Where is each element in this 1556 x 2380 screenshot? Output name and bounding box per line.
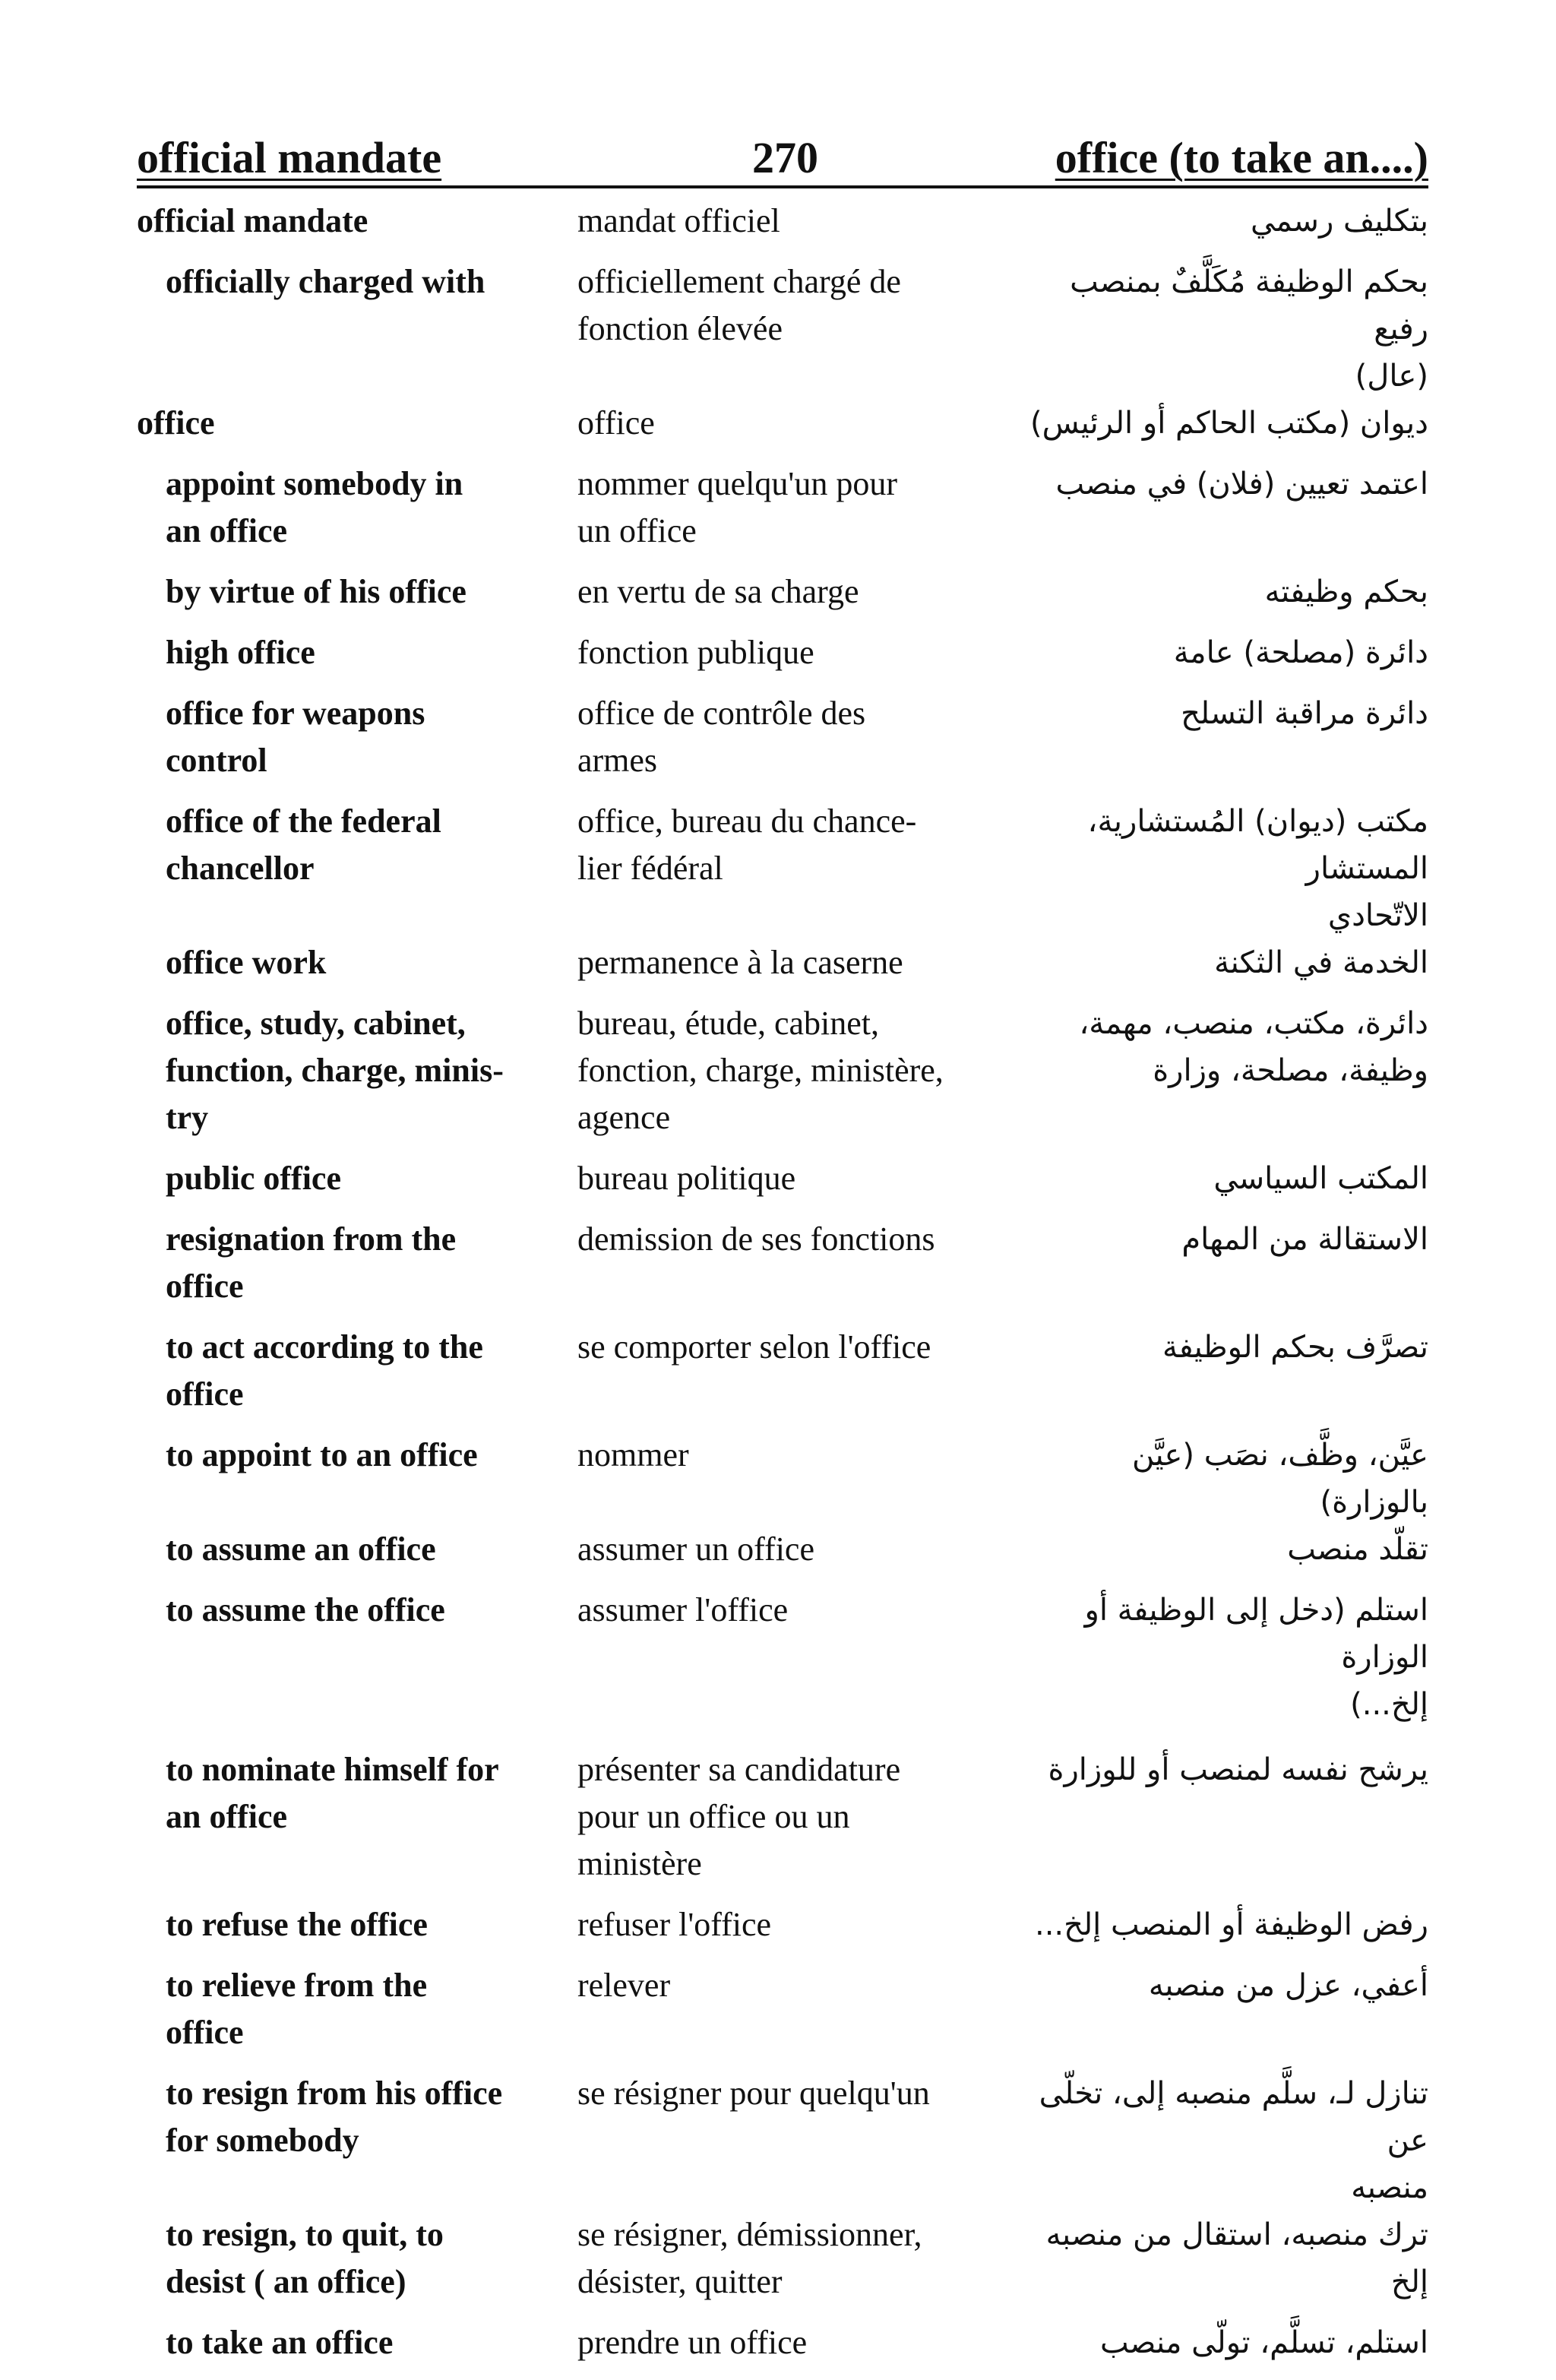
arabic-translation (1026, 2319, 1428, 2366)
sub-entry (137, 1587, 1428, 1728)
arabic-translation (1026, 2211, 1428, 2306)
arabic-translation (1026, 1324, 1428, 1371)
english-term (137, 1526, 577, 1573)
arabic-translation-text: دائرة، مكتب، منصب، مهمة، وظيفة، مصلحة، وزارة (1079, 1006, 1428, 1088)
english-term (137, 2070, 577, 2164)
french-translation (577, 1901, 1026, 1948)
french-translation-text: relever (577, 1967, 671, 2004)
arabic-translation-text: تنازل لـ، سلَّم منصبه إلى، تخلّى عن منصبه (1039, 2076, 1428, 2205)
french-translation-text: se résigner, démissionner, désister, quitter (577, 2216, 922, 2300)
english-term-text: to relieve from the office (166, 1967, 428, 2051)
english-term (137, 460, 577, 555)
english-term-text: to take an office (166, 2324, 394, 2361)
english-term (137, 2211, 577, 2306)
french-translation (577, 1962, 1026, 2009)
arabic-translation (1026, 1962, 1428, 2009)
arabic-translation (1026, 568, 1428, 616)
french-translation (577, 629, 1026, 676)
english-term (137, 1324, 577, 1418)
english-term (137, 1587, 577, 1634)
arabic-translation-text: المكتب السياسي (1213, 1161, 1428, 1196)
english-term (137, 2319, 577, 2366)
arabic-translation (1026, 1432, 1428, 1526)
arabic-translation (1026, 1000, 1428, 1094)
english-term-text: to act according to the office (166, 1328, 483, 1413)
arabic-translation-text: ديوان (مكتب الحاكم أو الرئيس) (1029, 406, 1428, 441)
sub-entry (137, 939, 1428, 1000)
arabic-translation (1026, 198, 1428, 245)
sub-entry (137, 460, 1428, 568)
english-term-text: office, study, cabinet, function, charge, minis- try (166, 1005, 504, 1136)
french-translation-text: nommer quelqu'un pour un office (577, 465, 897, 549)
english-term (137, 1746, 577, 1840)
arabic-translation-text: ترك منصبه، استقال من منصبه إلخ (1045, 2217, 1428, 2299)
french-translation (577, 1587, 1026, 1634)
sub-entry (137, 690, 1428, 798)
headword-entry (137, 400, 1428, 460)
english-term (137, 939, 577, 986)
english-term-text: appoint somebody in an office (166, 465, 463, 549)
arabic-translation (1026, 1746, 1428, 1793)
english-term (137, 1432, 577, 1479)
sub-entry (137, 258, 1428, 400)
french-translation-text: refuser l'office (577, 1906, 772, 1943)
english-term (137, 1155, 577, 1202)
arabic-translation (1026, 400, 1428, 447)
arabic-translation-text: الخدمة في الثكنة (1214, 945, 1428, 980)
arabic-translation (1026, 1155, 1428, 1202)
sub-entry (137, 1432, 1428, 1526)
sub-entry (137, 2070, 1428, 2211)
french-translation-text: en vertu de sa charge (577, 573, 859, 610)
sub-entry (137, 1962, 1428, 2070)
english-term-text: resignation from the office (166, 1220, 457, 1305)
entry-list (137, 198, 1428, 2380)
french-translation (577, 2211, 1026, 2306)
arabic-translation-text: بحكم وظيفته (1264, 574, 1428, 609)
french-translation-text: fonction publique (577, 634, 814, 671)
arabic-translation-text: تصرَّف بحكم الوظيفة (1162, 1330, 1428, 1365)
running-head (137, 129, 1428, 188)
french-translation-text: assumer un office (577, 1530, 814, 1568)
arabic-translation (1026, 258, 1428, 400)
french-translation-text: mandat officiel (577, 202, 780, 239)
english-term (137, 198, 577, 245)
arabic-translation (1026, 1526, 1428, 1573)
french-translation-text: assumer l'office (577, 1591, 789, 1628)
english-term (137, 629, 577, 676)
arabic-translation-text: مكتب (ديوان) المُستشارية، المستشار الاتّحادي (1087, 804, 1428, 933)
french-translation (577, 1155, 1026, 1202)
sub-entry (137, 2319, 1428, 2380)
french-translation (577, 690, 1026, 784)
arabic-translation-text: بتكليف رسمي (1250, 204, 1428, 239)
arabic-translation (1026, 690, 1428, 737)
arabic-translation-text: اعتمد تعيين (فلان) في منصب (1055, 467, 1428, 502)
french-translation-text: office (577, 404, 655, 442)
english-term (137, 400, 577, 447)
english-term-text: public office (166, 1160, 341, 1197)
french-translation-text: se résigner pour quelqu'un (577, 2075, 930, 2112)
sub-entry (137, 629, 1428, 690)
sub-entry (137, 798, 1428, 939)
sub-entry (137, 1526, 1428, 1587)
english-term-text: to assume the office (166, 1591, 445, 1628)
dictionary-page (137, 129, 1428, 2361)
french-translation (577, 1432, 1026, 1479)
arabic-translation-text: يرشح نفسه لمنصب أو للوزارة (1048, 1752, 1428, 1787)
arabic-translation-text: دائرة مراقبة التسلح (1181, 696, 1428, 731)
sub-entry (137, 1216, 1428, 1324)
english-term-text: office (137, 404, 215, 442)
english-term-text: office for weapons control (166, 695, 425, 779)
english-term-text: office of the federal chancellor (166, 802, 441, 887)
english-term-text: high office (166, 634, 315, 671)
french-translation-text: office, bureau du chance- lier fédéral (577, 802, 917, 887)
french-translation-text: présenter sa candidature pour un office ou un ministère (577, 1751, 901, 1882)
sub-entry (137, 1000, 1428, 1155)
french-translation (577, 1746, 1026, 1888)
french-translation (577, 939, 1026, 986)
french-translation (577, 258, 1026, 353)
french-translation (577, 1216, 1026, 1263)
french-translation (577, 568, 1026, 616)
arabic-translation-text: عيَّن، وظَّف، نصَب (عيَّن بالوزارة) (1132, 1438, 1428, 1520)
header-first-entry: official mandate (137, 133, 442, 182)
arabic-translation (1026, 1587, 1428, 1728)
sub-entry (137, 1901, 1428, 1962)
french-translation (577, 460, 1026, 555)
arabic-translation-text: استلم، تسلَّم، تولّى منصب (1100, 2325, 1428, 2360)
french-translation (577, 1324, 1026, 1371)
french-translation-text: prendre un office (577, 2324, 808, 2361)
english-term-text: to refuse the office (166, 1906, 428, 1943)
arabic-translation (1026, 939, 1428, 986)
arabic-translation (1026, 460, 1428, 508)
english-term (137, 798, 577, 892)
english-term-text: to appoint to an office (166, 1436, 478, 1473)
french-translation-text: officiellement chargé de fonction élevée (577, 263, 901, 347)
english-term (137, 568, 577, 616)
sub-entry (137, 1746, 1428, 1901)
arabic-translation (1026, 629, 1428, 676)
english-term-text: by virtue of his office (166, 573, 466, 610)
french-translation (577, 198, 1026, 245)
french-translation (577, 400, 1026, 447)
arabic-translation-text: رفض الوظيفة أو المنصب إلخ... (1034, 1907, 1428, 1942)
english-term (137, 1901, 577, 1948)
arabic-translation-text: أعفي، عزل من منصبه (1148, 1968, 1428, 2003)
english-term (137, 258, 577, 305)
arabic-translation (1026, 1216, 1428, 1263)
english-term-text: to assume an office (166, 1530, 436, 1568)
arabic-translation-text: استلم (دخل إلى الوظيفة أو الوزارة إلخ...) (1084, 1593, 1428, 1722)
french-translation (577, 2319, 1026, 2366)
french-translation (577, 1526, 1026, 1573)
french-translation-text: se comporter selon l'office (577, 1328, 931, 1366)
arabic-translation (1026, 1901, 1428, 1948)
sub-entry (137, 2211, 1428, 2319)
french-translation (577, 1000, 1026, 1141)
english-term-text: officially charged with (166, 263, 485, 300)
headword-entry (137, 198, 1428, 258)
arabic-translation-text: دائرة (مصلحة) عامة (1173, 635, 1428, 670)
french-translation (577, 2070, 1026, 2117)
sub-entry (137, 1155, 1428, 1216)
sub-entry (137, 568, 1428, 629)
french-translation-text: bureau politique (577, 1160, 796, 1197)
english-term-text: official mandate (137, 202, 368, 239)
arabic-translation-text: بحكم الوظيفة مُكَلَّفٌ بمنصب رفيع (عال) (1070, 264, 1428, 394)
arabic-translation-text: الاستقالة من المهام (1181, 1222, 1428, 1257)
english-term (137, 1962, 577, 2056)
header-last-entry: office (to take an....) (1055, 133, 1428, 182)
english-term-text: to nominate himself for an office (166, 1751, 499, 1835)
french-translation-text: bureau, étude, cabinet, fonction, charge, ministère, agence (577, 1005, 944, 1136)
french-translation (577, 798, 1026, 892)
sub-entry (137, 1324, 1428, 1432)
french-translation-text: nommer (577, 1436, 689, 1473)
english-term (137, 1216, 577, 1310)
page-number: 270 (752, 133, 818, 182)
english-term (137, 1000, 577, 1141)
french-translation-text: permanence à la caserne (577, 944, 903, 981)
arabic-translation (1026, 2070, 1428, 2211)
arabic-translation (1026, 798, 1428, 939)
english-term-text: to resign from his office for somebody (166, 2075, 503, 2159)
french-translation-text: demission de ses fonctions (577, 1220, 935, 1258)
arabic-translation-text: تقلّد منصب (1287, 1532, 1428, 1567)
english-term-text: to resign, to quit, to desist ( an office) (166, 2216, 444, 2300)
english-term-text: office work (166, 944, 327, 981)
english-term (137, 690, 577, 784)
french-translation-text: office de contrôle des armes (577, 695, 866, 779)
